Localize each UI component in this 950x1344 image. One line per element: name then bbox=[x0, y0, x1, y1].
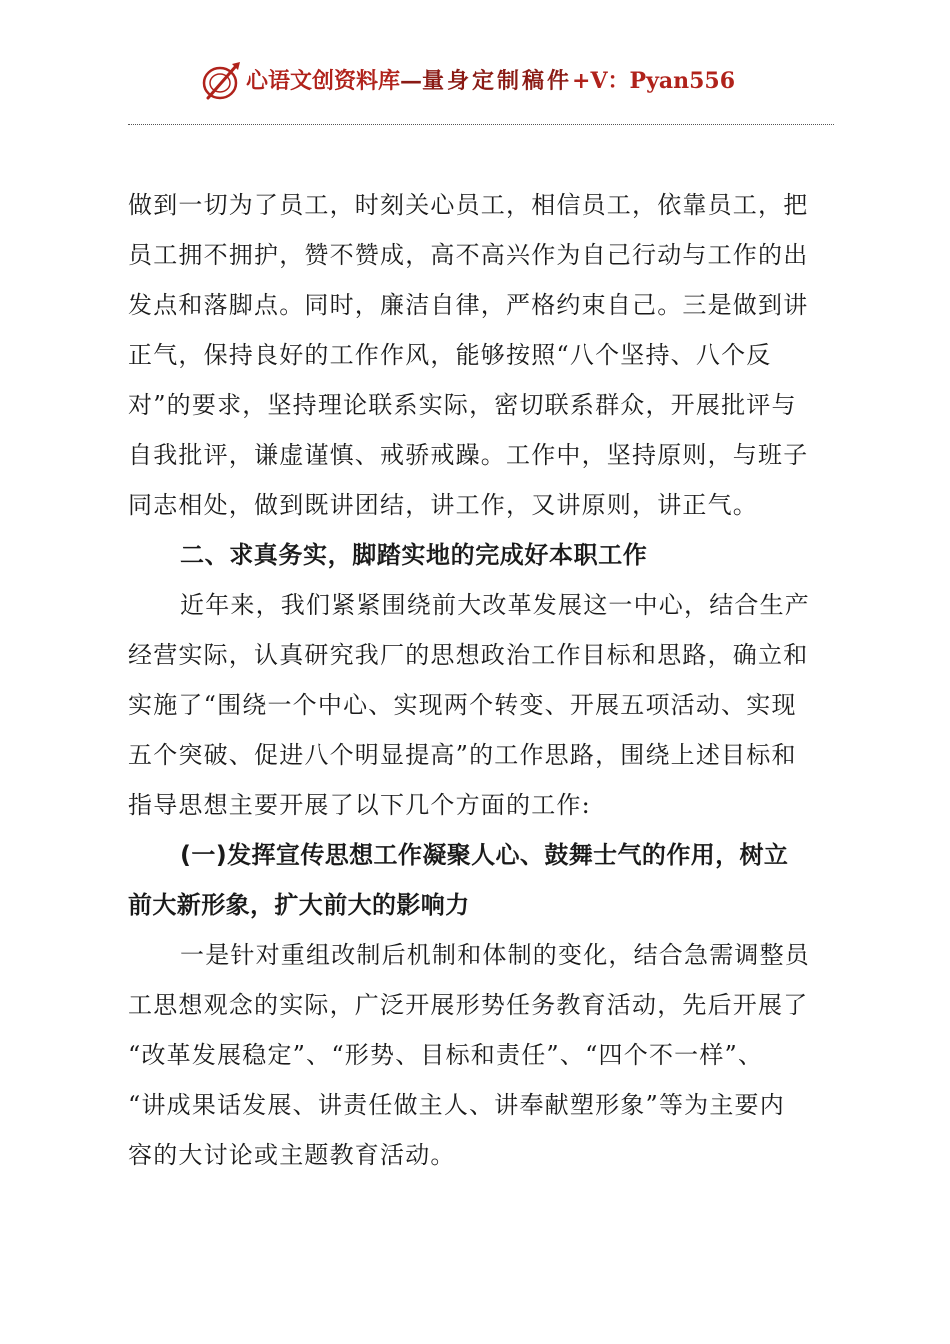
paragraph-line: 做到一切为了员工，时刻关心员工，相信员工，依靠员工，把 bbox=[128, 191, 809, 219]
paragraph-line: 经营实际，认真研究我厂的思想政治工作目标和思路，确立和 bbox=[128, 641, 809, 669]
paragraph-line: 员工拥不拥护，赞不赞成，高不高兴作为自己行动与工作的出 bbox=[128, 241, 809, 269]
paragraph-line: 一是针对重组改制后机制和体制的变化，结合急需调整员 bbox=[180, 941, 810, 969]
header-divider bbox=[128, 124, 834, 125]
paragraph-line: 正气，保持良好的工作作风，能够按照“八个坚持、八个反 bbox=[128, 341, 772, 369]
paragraph-line: 工思想观念的实际，广泛开展形势任务教育活动，先后开展了 bbox=[128, 991, 809, 1019]
paragraph-line: 指导思想主要开展了以下几个方面的工作: bbox=[128, 791, 591, 819]
paragraph-line: “改革发展稳定”、“形势、目标和责任”、“四个不一样”、 bbox=[128, 1041, 764, 1069]
header-dash: — bbox=[400, 68, 423, 94]
paragraph-line: 同志相处，做到既讲团结，讲工作，又讲原则，讲正气。 bbox=[128, 491, 758, 519]
subsection-heading: 前大新形象，扩大前大的影响力 bbox=[128, 891, 470, 919]
paragraph-line: 实施了“围绕一个中心、实现两个转变、开展五项活动、实现 bbox=[128, 691, 797, 719]
header-contact: +V：Pyan556 bbox=[572, 68, 736, 94]
pen-circle-logo-icon bbox=[200, 60, 246, 102]
header-slogan: 量身定制稿件 bbox=[422, 68, 573, 94]
paragraph-line: 五个突破、促进八个明显提高”的工作思路，围绕上述目标和 bbox=[128, 741, 797, 769]
paragraph-line: 对”的要求，坚持理论联系实际，密切联系群众，开展批评与 bbox=[128, 391, 797, 419]
paragraph-line: 自我批评，谦虚谨慎、戒骄戒躁。工作中，坚持原则，与班子 bbox=[128, 441, 809, 469]
document-body bbox=[128, 180, 820, 1180]
paragraph-line: 发点和落脚点。同时，廉洁自律，严格约束自己。三是做到讲 bbox=[128, 291, 809, 319]
paragraph-line: “讲成果话发展、讲责任做主人、讲奉献塑形象”等为主要内 bbox=[128, 1091, 785, 1119]
paragraph-line: 近年来，我们紧紧围绕前大改革发展这一中心，结合生产 bbox=[180, 591, 810, 619]
paragraph-line: 容的大讨论或主题教育活动。 bbox=[128, 1141, 456, 1169]
page-header bbox=[0, 58, 950, 106]
header-brand: 心语文创资料库 bbox=[246, 68, 401, 94]
subsection-heading: (一)发挥宣传思想工作凝聚人心、鼓舞士气的作用，树立 bbox=[180, 841, 789, 869]
section-heading: 二、求真务实，脚踏实地的完成好本职工作 bbox=[180, 541, 648, 569]
header-title bbox=[246, 64, 735, 95]
